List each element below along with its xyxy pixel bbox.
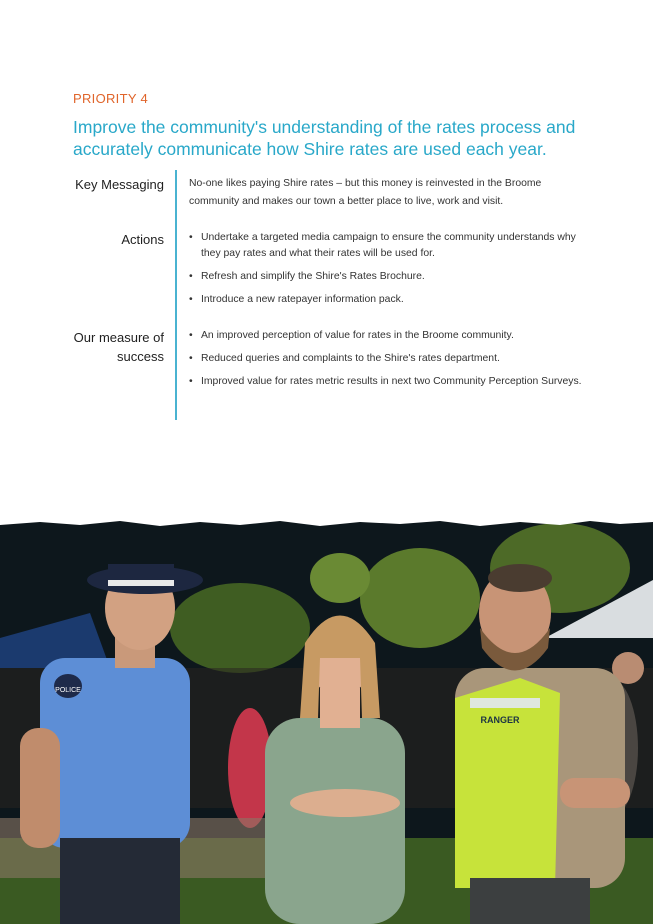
priority-label: PRIORITY 4 xyxy=(73,91,149,106)
police-badge-text: POLICE xyxy=(55,687,81,694)
section-divider xyxy=(175,170,177,420)
list-item: • Improved value for rates metric results in next two Community Perception Surveys. xyxy=(189,374,589,390)
actions-label: Actions xyxy=(121,232,164,247)
key-messaging-text: No-one likes paying Shire rates – but this money is reinvested in the Broome community and makes our town a better place to live, work and visit. xyxy=(189,178,542,207)
list-item: • Introduce a new ratepayer information pack. xyxy=(189,292,589,308)
page-heading: Improve the community's understanding of the rates process and accurately communicate how Shire rates are used each year. xyxy=(73,117,576,159)
measure-label: Our measure of success xyxy=(73,330,164,364)
community-event-photo xyxy=(0,518,653,924)
list-item: • Reduced queries and complaints to the Shire's rates department. xyxy=(189,351,589,367)
list-item: • Undertake a targeted media campaign to ensure the community understands why they pay rates and what their rates will be used for. xyxy=(189,230,589,262)
actions-list xyxy=(189,230,589,315)
measure-list xyxy=(189,328,589,397)
list-item: • Refresh and simplify the Shire's Rates Brochure. xyxy=(189,269,589,285)
key-messaging-label: Key Messaging xyxy=(75,177,164,192)
ranger-badge-text: RANGER xyxy=(480,715,520,725)
list-item: • An improved perception of value for rates in the Broome community. xyxy=(189,328,589,344)
